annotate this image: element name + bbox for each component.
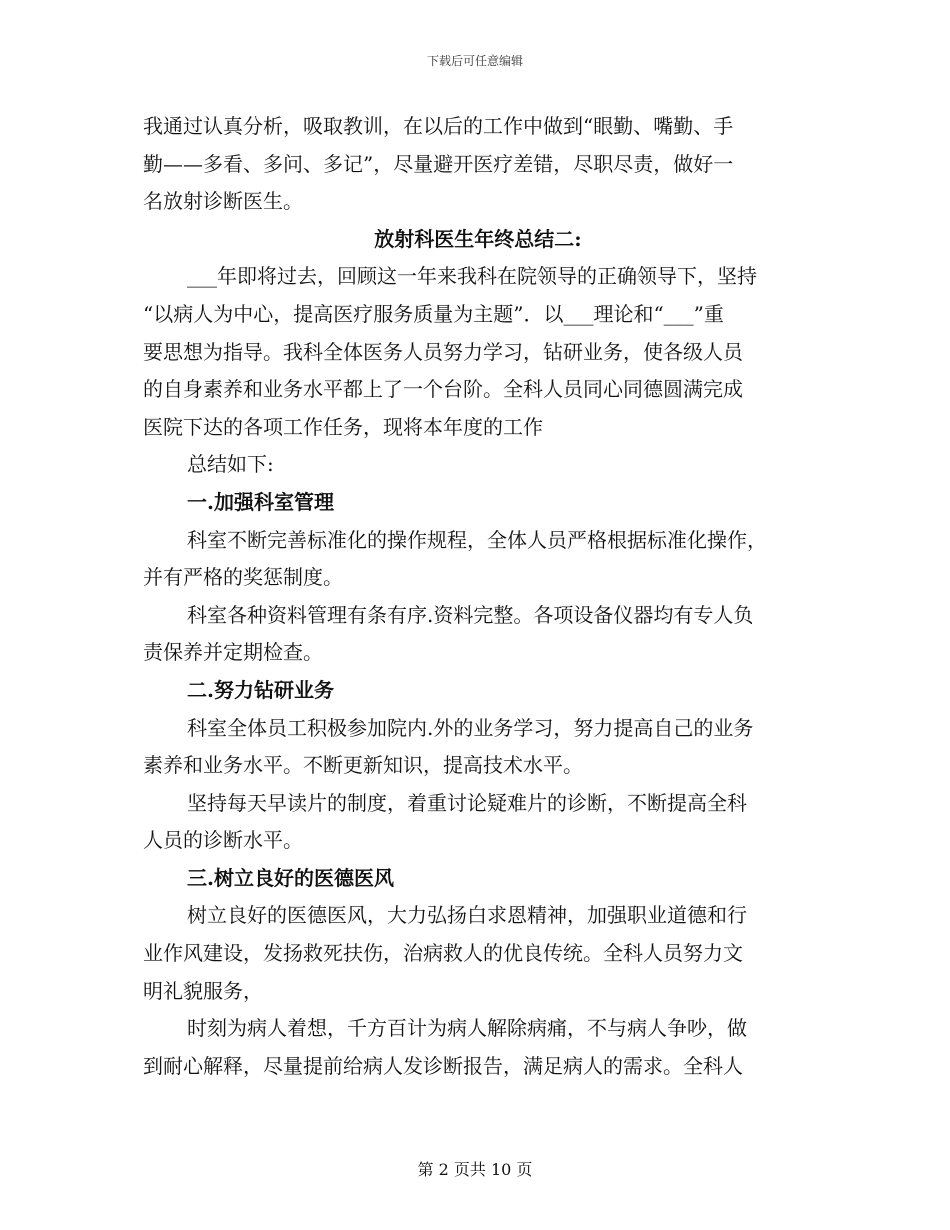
- text-line: 科室各种资料管理有条有序.资料完整。各项设备仪器均有专人负: [187, 602, 754, 627]
- text-line: 勤——多看、多问、多记”，尽量避开医疗差错，尽职尽责，做好一: [143, 151, 734, 176]
- section-heading: 三.树立良好的医德医风: [187, 865, 394, 890]
- text-line: “以病人为中心，提高医疗服务质量为主题”．以___理论和“___”重: [143, 301, 724, 326]
- text-line: 的自身素养和业务水平都上了一个台阶。全科人员同心同德圆满完成: [143, 377, 743, 402]
- text-line: 医院下达的各项工作任务，现将本年度的工作: [143, 414, 543, 439]
- text-line: 到耐心解释，尽量提前给病人发诊断报告，满足病人的需求。全科人: [143, 1053, 743, 1078]
- text-line: 业作风建设，发扬救死扶伤，治病救人的优良传统。全科人员努力文: [143, 941, 743, 966]
- text-line: 责保养并定期检查。: [143, 640, 323, 665]
- text-line: ___年即将过去，回顾这一年来我科在院领导的正确领导下，坚持: [187, 264, 757, 289]
- text-line: 科室不断完善标准化的操作规程，全体人员严格根据标准化操作，: [187, 527, 767, 552]
- document-body: [143, 108, 813, 1085]
- text-line: 坚持每天早读片的制度，着重讨论疑难片的诊断，不断提高全科: [187, 790, 747, 815]
- section-heading: 二.努力钻研业务: [187, 677, 334, 702]
- text-line: 我通过认真分析，吸取教训，在以后的工作中做到“眼勤、嘴勤、手: [143, 114, 734, 138]
- text-line: 名放射诊断医生。: [143, 189, 303, 214]
- text-line: 要思想为指导。我科全体医务人员努力学习，钻研业务，使各级人员: [143, 339, 743, 364]
- text-line: 科室全体员工积极参加院内.外的业务学习，努力提高自己的业务: [187, 715, 754, 740]
- text-line: 人员的诊断水平。: [143, 828, 303, 853]
- section-heading: 一.加强科室管理: [187, 489, 334, 514]
- text-line: 明礼貌服务，: [143, 978, 263, 1003]
- text-line: 树立良好的医德医风，大力弘扬白求恩精神，加强职业道德和行: [187, 903, 747, 928]
- text-line: 素养和业务水平。不断更新知识，提高技术水平。: [143, 753, 583, 778]
- page-footer: 第 2 页共 10 页: [417, 1160, 533, 1179]
- page-header: 下载后可任意编辑: [426, 54, 523, 68]
- section-title: 放射科医生年终总结二:: [374, 226, 582, 251]
- text-line: 时刻为病人着想，千方百计为病人解除病痛，不与病人争吵，做: [187, 1016, 747, 1041]
- text-line: 总结如下:: [187, 452, 274, 477]
- text-line: 并有严格的奖惩制度。: [143, 565, 343, 590]
